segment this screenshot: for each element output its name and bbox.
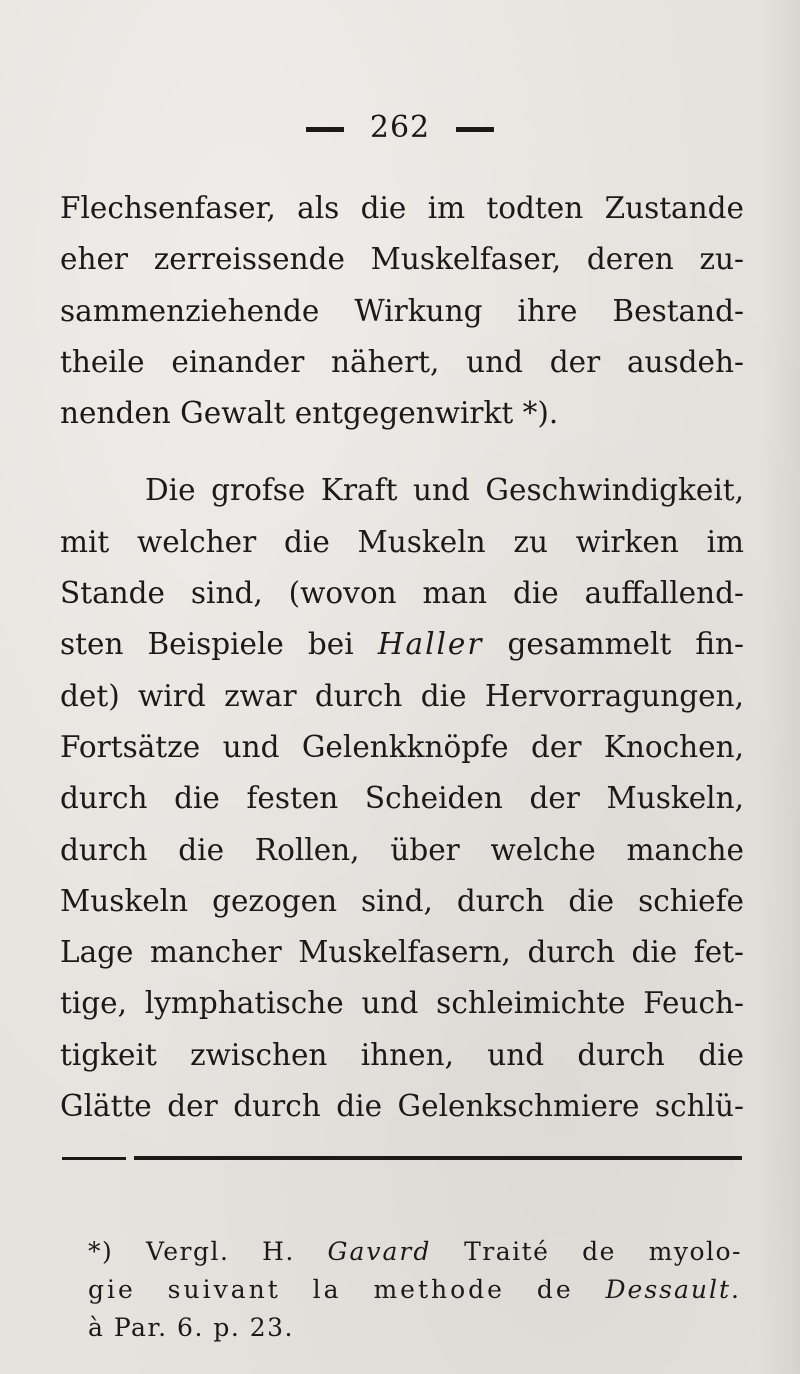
text-fragment: gesammelt fin- xyxy=(483,627,744,662)
page-edge-shadow xyxy=(760,0,800,1374)
text-fragment: . xyxy=(731,1275,742,1304)
text-line: det) wird zwar durch die Hervorragungen, xyxy=(60,678,744,713)
footnote-separator xyxy=(62,1156,742,1162)
text-line: theile einander nähert, und der ausdeh- xyxy=(60,344,744,379)
text-line: mit welcher die Muskeln zu wirken im xyxy=(60,524,744,559)
author-name-haller: Haller xyxy=(377,627,484,662)
text-line-with-name xyxy=(60,619,744,670)
footnote xyxy=(88,1233,742,1347)
text-line: Muskeln gezogen sind, durch die schiefe xyxy=(60,883,744,918)
paragraph-2 xyxy=(60,465,744,1132)
text-line: Flechsenfaser, als die im todten Zustande xyxy=(60,191,744,225)
author-name-dessault: Dessault xyxy=(605,1275,732,1304)
paragraph-1 xyxy=(60,183,744,439)
text-line: Stande sind, (wovon man die auffallend- xyxy=(60,576,744,611)
footnote-marker: *) xyxy=(88,1237,114,1266)
text-line: durch die Rollen, über welche manche xyxy=(60,832,744,867)
separator-short-rule xyxy=(62,1157,126,1160)
footnote-line xyxy=(88,1271,742,1309)
header-dash-right xyxy=(456,127,494,132)
text-fragment: gie suivant la methode de xyxy=(88,1275,606,1304)
text-fragment: Traité de myolo- xyxy=(431,1237,742,1266)
header-dash-left xyxy=(306,127,344,132)
separator-long-rule xyxy=(134,1156,742,1160)
author-name-gavard: Gavard xyxy=(327,1237,432,1266)
text-line: eher zerreissende Muskelfaser, deren zu- xyxy=(60,242,744,277)
text-line: tigkeit zwischen ihnen, und durch die xyxy=(60,1037,744,1072)
text-line: Lage mancher Muskelfasern, durch die fet- xyxy=(60,935,744,970)
paragraph-spacer xyxy=(60,439,744,465)
footnote-line xyxy=(88,1233,742,1271)
page-number: 262 xyxy=(369,110,431,145)
page-header xyxy=(0,110,800,145)
text-line: tige, lymphatische und schleimichte Feuch- xyxy=(60,986,744,1021)
text-fragment: Vergl. H. xyxy=(113,1237,328,1266)
footnote-line: à Par. 6. p. 23. xyxy=(88,1313,295,1342)
text-line: durch die festen Scheiden der Muskeln, xyxy=(60,781,744,816)
text-line: Die grofse Kraft und Geschwindigkeit, xyxy=(145,473,744,508)
text-line: sammenziehende Wirkung ihre Bestand- xyxy=(60,293,744,328)
text-line: Glätte der durch die Gelenkschmiere schlü- xyxy=(60,1089,744,1124)
text-line: Fortsätze und Gelenkknöpfe der Knochen, xyxy=(60,729,744,764)
text-fragment: sten Beispiele bei xyxy=(60,627,378,662)
text-line: nenden Gewalt entgegenwirkt *). xyxy=(60,396,559,431)
main-text xyxy=(60,183,744,1132)
